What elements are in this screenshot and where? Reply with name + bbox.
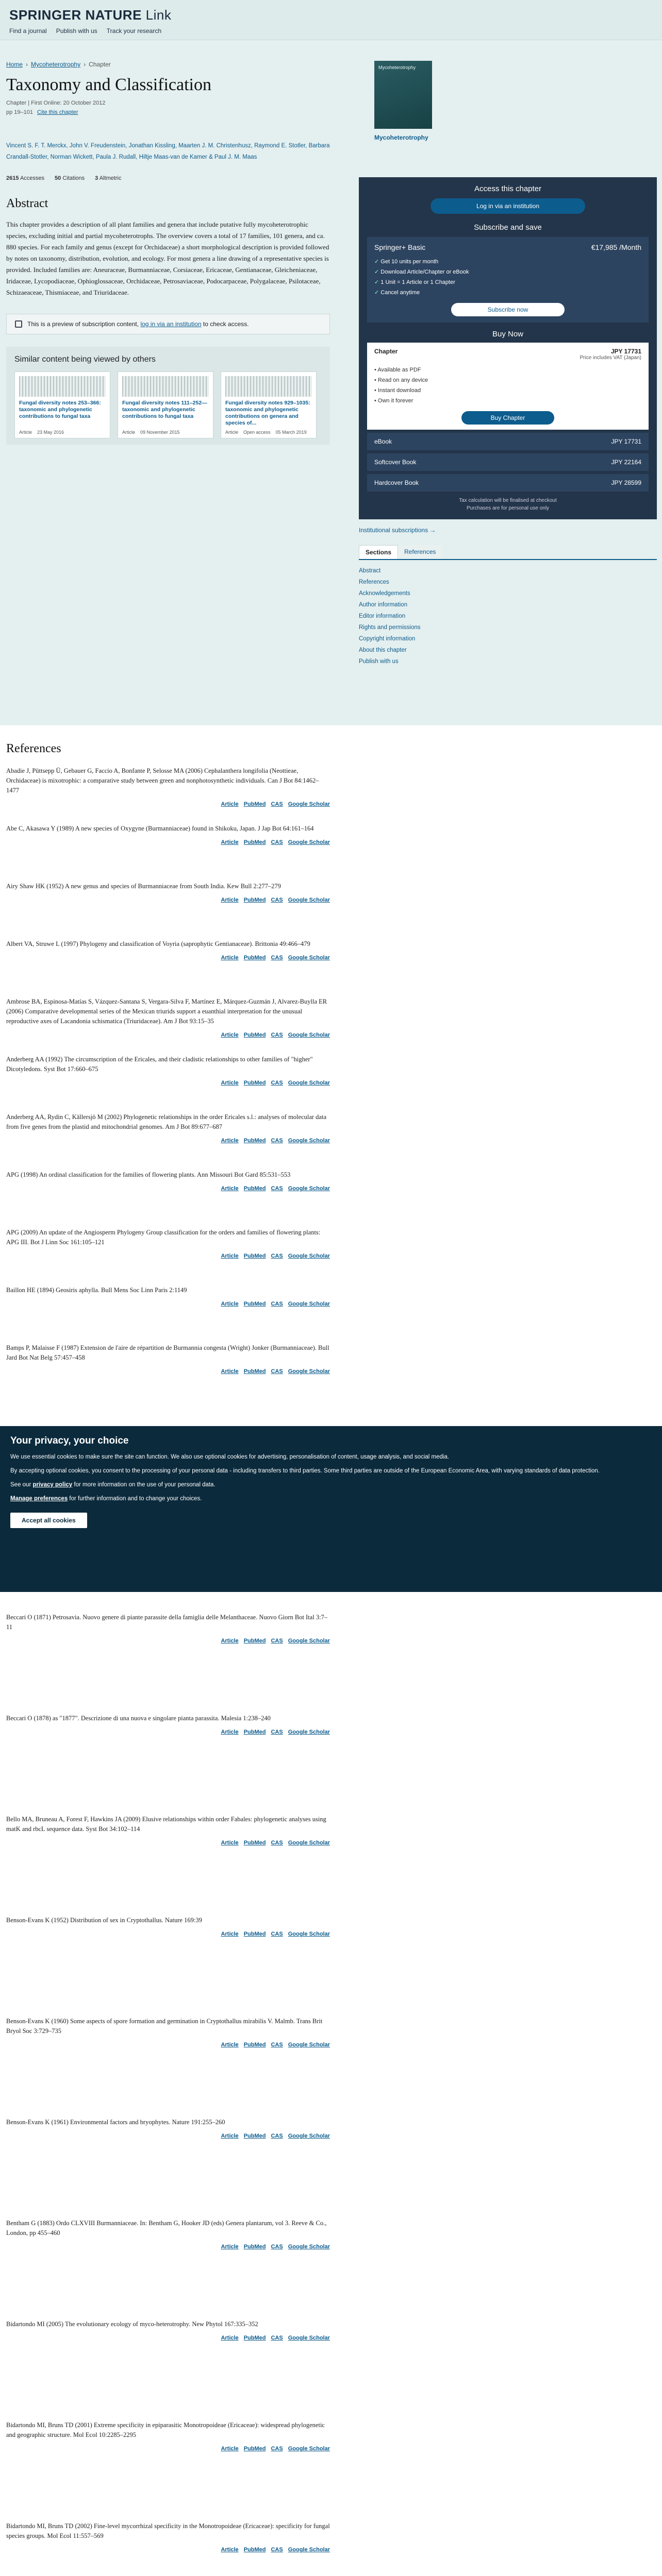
google-scholar-link[interactable]: Google Scholar [288,1931,330,1937]
google-scholar-link[interactable]: Google Scholar [288,2244,330,2250]
pubmed-link[interactable]: PubMed [243,1931,266,1937]
google-scholar-link[interactable]: Google Scholar [288,2042,330,2048]
article-link[interactable]: Article [221,839,239,845]
cas-link[interactable]: CAS [271,1253,283,1259]
reference-text: Bamps P, Malaisse F (1987) Extension de l'aire de répartition de Burmannia congesta (Wright) Jonker (Burmanniaceae). Bull Jard Bot Nat Belg 57:457–458 [6,1344,329,1361]
book-cover[interactable]: Mycoheterotrophy [374,61,432,129]
reference-item [6,2117,330,2218]
similar-card[interactable]: Fungal diversity notes 111–252—taxonomic and phylogenetic contributions to fungal taxa Article 09 November 2015 [118,371,213,438]
reference-item [6,824,330,882]
reference-item [6,1343,330,1401]
article-link[interactable]: Article [221,2042,239,2048]
card-thumbnail [19,376,106,397]
pubmed-link[interactable]: PubMed [243,1253,266,1259]
section-item[interactable]: Publish with us [359,658,399,665]
institutional-subscriptions-link[interactable]: Institutional subscriptions → [359,527,436,534]
cas-link[interactable]: CAS [271,1301,283,1307]
sidebar [359,61,657,667]
article-link[interactable]: Article [221,897,239,903]
reference-links [6,1136,330,1146]
google-scholar-link[interactable]: Google Scholar [288,1840,330,1846]
access-panel [359,177,657,519]
reference-links [6,1727,330,1737]
section-item[interactable]: References [359,579,389,585]
subscribe-button[interactable]: Subscribe now [451,303,565,316]
pubmed-link[interactable]: PubMed [243,2244,266,2250]
pubmed-link[interactable]: PubMed [243,897,266,903]
springer-logo[interactable] [9,7,653,23]
pubmed-link[interactable]: PubMed [243,1840,266,1846]
reference-links [6,895,330,905]
reference-links [6,2040,330,2050]
card-thumbnail [122,376,209,397]
reference-text: Abe C, Akasawa Y (1989) A new species of Oxygyne (Burmanniaceae) found in Shikoku, Japan. J Jap Bot 64:161–164 [6,825,314,832]
institution-login-link[interactable]: log in via an institution [140,320,202,328]
pubmed-link[interactable]: PubMed [243,801,266,807]
reference-text: Bidartondo MI, Bruns TD (2002) Fine-level mycorrhizal specificity in the Monotropoideae (Ericaceae): specificity for fungal species groups. Mol Ecol 11:557–569 [6,2522,330,2539]
cas-link[interactable]: CAS [271,801,283,807]
reference-links [6,1251,330,1261]
cookie-title: Your privacy, your choice [10,1435,129,1446]
reference-item [6,2218,330,2319]
section-item[interactable]: Abstract [359,568,381,574]
article-link[interactable]: Article [221,1080,239,1086]
reference-text: Anderberg AA (1992) The circumscription of the Ericales, and their cladistic relationships to other families of "higher" Dicotyledons. Syst Bot 17:660–675 [6,1056,313,1073]
reference-text: Bentham G (1883) Ordo CLXVIII Burmanniaceae. In: Bentham G, Hooker JD (eds) Genera plantarum, vol 3. Reeve & Co., London, pp 455–460 [6,2219,327,2236]
article-link[interactable]: Article [221,1368,239,1375]
sidebar-tabs [359,545,657,560]
cas-link[interactable]: CAS [271,1840,283,1846]
article-link[interactable]: Article [221,1638,239,1644]
lock-icon [15,320,22,328]
article-link[interactable]: Article [221,1253,239,1259]
pubmed-link[interactable]: PubMed [243,2133,266,2139]
google-scholar-link[interactable]: Google Scholar [288,1729,330,1735]
similar-card[interactable]: Fungal diversity notes 929–1035: taxonomic and phylogenetic contributions on genera and species of... Article Open access 05 March 2019 [221,371,317,438]
cas-link[interactable]: CAS [271,2547,283,2553]
nav-publish[interactable]: Publish with us [56,27,97,35]
reference-item [6,1285,330,1343]
reference-links [6,838,330,848]
pubmed-link[interactable]: PubMed [243,2042,266,2048]
accept-cookies-button[interactable]: Accept all cookies [10,1513,87,1528]
google-scholar-link[interactable]: Google Scholar [288,955,330,961]
cas-link[interactable]: CAS [271,1368,283,1375]
reference-item [6,1613,330,1714]
article-link[interactable]: Article [221,1729,239,1735]
reference-links [6,1299,330,1309]
reference-links [6,953,330,963]
author-list[interactable]: Vincent S. F. T. Merckx, John V. Freudenstein, Jonathan Kissling, Maarten J. M. Christenhusz, Raymond E. Stotler, Barbara Crandall-Stotler, Norman Wickett, Paula J. Rudall, Hiltje Maas-van de Kamer & Paul J. M. Maas [6,143,330,160]
reference-item [6,1228,330,1285]
pubmed-link[interactable]: PubMed [243,1729,266,1735]
cas-link[interactable]: CAS [271,1638,283,1644]
reference-links [6,800,330,809]
cookie-text: By accepting optional cookies, you consent to the processing of your personal data - including transfers to third parties. Some third parties are outside of the European Economic Area, with varying standards of data protection. [10,1468,600,1474]
breadcrumb-book[interactable]: Mycoheterotrophy [31,61,81,68]
google-scholar-link[interactable]: Google Scholar [288,2547,330,2553]
altmetric-metric[interactable]: 3 Altmetric [95,175,122,181]
section-list [359,565,657,667]
metrics [6,175,330,181]
reference-item [6,1815,330,1916]
reference-item [6,997,330,1055]
reference-links [6,1078,330,1088]
reference-item [6,2521,330,2576]
abstract-heading: Abstract [6,197,48,210]
reference-text: APG (2009) An update of the Angiosperm Phylogeny Group classification for the orders and families of flowering plants: APG III. Bot J Linn Soc 161:105–121 [6,1229,321,1246]
section-item[interactable]: Rights and permissions [359,624,421,631]
reference-text: Beccari O (1878) as "1877". Descrizione di una nuova e singolare pianta parassita. Malesia 1:238–240 [6,1715,271,1722]
article-link[interactable]: Article [221,801,239,807]
google-scholar-link[interactable]: Google Scholar [288,2446,330,2452]
cas-link[interactable]: CAS [271,2446,283,2452]
google-scholar-link[interactable]: Google Scholar [288,839,330,845]
reference-links [6,1838,330,1848]
google-scholar-link[interactable]: Google Scholar [288,801,330,807]
pubmed-link[interactable]: PubMed [243,2335,266,2341]
buy-now-heading: Buy Now [492,330,524,338]
pubmed-link[interactable]: PubMed [243,1032,266,1038]
article-link[interactable]: Article [221,1931,239,1937]
google-scholar-link[interactable]: Google Scholar [288,2335,330,2341]
subscription-plan: Springer+ Basic €17,985 /Month ✓ Get 10 units per month ✓ Download Article/Chapter or eBook ✓ 1 Unit = 1 Article or 1 Chapter ✓ Cancel anytime Subscribe now [367,237,649,323]
reference-item [6,1714,330,1815]
google-scholar-link[interactable]: Google Scholar [288,1368,330,1375]
page-range: pp 19–101 Cite this chapter [6,109,78,115]
cas-link[interactable]: CAS [271,955,283,961]
pubmed-link[interactable]: PubMed [243,1368,266,1375]
article-link[interactable]: Article [221,955,239,961]
reference-item [6,882,330,939]
article-link[interactable]: Article [221,2547,239,2553]
article-link[interactable]: Article [221,2335,239,2341]
pubmed-link[interactable]: PubMed [243,955,266,961]
pubmed-link[interactable]: PubMed [243,839,266,845]
breadcrumb-home[interactable]: Home [6,61,23,68]
chapter-meta: Chapter | First Online: 20 October 2012 [6,100,106,106]
subscription-preview-notice: This is a preview of subscription content, log in via an institution to check access. [6,314,330,334]
cookie-banner: Your privacy, your choice We use essential cookies to make sure the site can function. We also use optional cookies for advertising, personalisation of content, usage analysis, and social media. By accepting optional cookies, you consent to the processing of your personal data - including transfers to third parties. Some third parties are outside of the European Economic Area, with varying standards of data protection. See our privacy policy for more information on the use of your personal data. Manage preferences for further information and to change your choices. Accept all cookies [0,1426,662,1592]
article-link[interactable]: Article [221,2244,239,2250]
institution-login-button[interactable]: Log in via an institution [431,198,585,214]
reference-text: Abadie J, Püttsepp Ü, Gebauer G, Faccio A, Bonfante P, Selosse MA (2006) Cephalanthera longifolia (Neottieae, Orchidaceae) is mixotrophic: a comparative study between green and nonphotosynthetic individuals. Can J Bot 84:1462–1477 [6,767,319,794]
pubmed-link[interactable]: PubMed [243,1138,266,1144]
pubmed-link[interactable]: PubMed [243,1185,266,1192]
ebook-option[interactable]: eBook JPY 17731 [367,433,649,450]
brand-suffix: Link [145,7,172,23]
cas-link[interactable]: CAS [271,1080,283,1086]
references-continued [6,1613,330,2576]
pubmed-link[interactable]: PubMed [243,1301,266,1307]
reference-item [6,1055,330,1112]
cas-link[interactable]: CAS [271,2244,283,2250]
reference-item [6,2016,330,2117]
article-link[interactable]: Article [221,1138,239,1144]
tab-sections[interactable]: Sections [359,545,398,559]
article-link[interactable]: Article [221,1032,239,1038]
cas-link[interactable]: CAS [271,1931,283,1937]
abstract-text: This chapter provides a description of all plant families and genera that include putative fully mycoheterotrophic species, excluding initial and partial mycoheterotrophs. The overview covers a total of 17 families, 101 genera, and ca. 880 species. For each family and genus (except for Orchidaceae) a short morphological description is provided followed by notes on taxonomy, distribution, evolution, and ecology. For most genera a line drawing of a representative species is provided. Included families are: Aneuraceae, Burmanniaceae, Corsiaceae, Ericaceae, Gentianaceae, Gleicheniaceae, Iridaceae, Lycopodiaceae, Ophioglossaceae, Orchidaceae, Petrosaviaceae, Podocarpaceae, Polygalaceae, Psilotaceae, Schizaeaceae, Thismiaceae, and Triuridaceae. [6,221,329,296]
google-scholar-link[interactable]: Google Scholar [288,1080,330,1086]
tax-note: Tax calculation will be finalised at checkout Purchases are for personal use only [459,498,557,511]
main-content [6,61,330,445]
pubmed-link[interactable]: PubMed [243,1638,266,1644]
reference-text: Bidartondo MI (2005) The evolutionary ecology of myco-heterotrophy. New Phytol 167:335–352 [6,2320,258,2328]
similar-content [6,347,330,445]
reference-item [6,2319,330,2420]
cas-link[interactable]: CAS [271,2042,283,2048]
breadcrumb-chapter: Chapter [89,61,111,68]
nav-find-journal[interactable]: Find a journal [9,27,47,35]
cas-link[interactable]: CAS [271,2133,283,2139]
google-scholar-link[interactable]: Google Scholar [288,1301,330,1307]
reference-links [6,1030,330,1040]
reference-links [6,1929,330,1939]
subscribe-heading: Subscribe and save [474,223,542,232]
reference-text: Benson-Evans K (1960) Some aspects of spore formation and germination in Cryptothallus mirabilis V. Malmb. Trans Brit Bryol Soc 3:729–735 [6,2018,323,2035]
top-bar [0,0,662,40]
google-scholar-link[interactable]: Google Scholar [288,1138,330,1144]
reference-item [6,939,330,997]
cas-link[interactable]: CAS [271,1032,283,1038]
reference-links [6,2242,330,2252]
accesses-metric: 2615 Accesses [6,175,45,181]
reference-text: Benson-Evans K (1952) Distribution of sex in Cryptothallus. Nature 169:39 [6,1917,202,1924]
brand-name: SPRINGER NATURE [9,7,142,23]
top-nav [9,27,653,35]
reference-links [6,1636,330,1646]
references-section [6,742,330,1401]
reference-text: Benson-Evans K (1961) Environmental factors and bryophytes. Nature 191:255–260 [6,2119,225,2126]
pubmed-link[interactable]: PubMed [243,1080,266,1086]
reference-item [6,2420,330,2521]
google-scholar-link[interactable]: Google Scholar [288,1032,330,1038]
pubmed-link[interactable]: PubMed [243,2547,266,2553]
section-item[interactable]: Author information [359,602,407,608]
reference-item [6,1916,330,2016]
cas-link[interactable]: CAS [271,839,283,845]
google-scholar-link[interactable]: Google Scholar [288,897,330,903]
cas-link[interactable]: CAS [271,1138,283,1144]
article-link[interactable]: Article [221,1840,239,1846]
reference-text: Airy Shaw HK (1952) A new genus and species of Burmanniaceae from South India. Kew Bull 2:277–279 [6,883,281,890]
google-scholar-link[interactable]: Google Scholar [288,1185,330,1192]
chapter-purchase: Chapter JPY 17731 Price includes VAT (Japan) • Available as PDF • Read on any device • Instant download • Own it forever Buy Chapter [367,343,649,430]
reference-text: APG (1998) An ordinal classification for the families of flowering plants. Ann Missouri Bot Gard 85:531–553 [6,1171,291,1178]
reference-item [6,1112,330,1170]
access-title: Access this chapter [474,184,542,193]
reference-links [6,2333,330,2343]
article-link[interactable]: Article [221,1301,239,1307]
article-link[interactable]: Article [221,2446,239,2452]
cas-link[interactable]: CAS [271,897,283,903]
google-scholar-link[interactable]: Google Scholar [288,2133,330,2139]
reference-links [6,1184,330,1194]
reference-links [6,1367,330,1377]
reference-links [6,2545,330,2555]
reference-text: Anderberg AA, Rydin C, Källersjö M (2002) Phylogenetic relationships in the order Ericales s.l.: analyses of molecular data from five genes from the plastid and mitochondrial genomes. Am J Bot 89:677–687 [6,1113,326,1130]
reference-text: Ambrose BA, Espinosa-Matías S, Vázquez-Santana S, Vergara-Silva F, Martínez E, Márquez-Guzmán J, Alvarez-Buylla ER (2006) Comparative developmental series of the Mexican triurids support a euanthial interpretation for the unusual reproductive axes of Lacandonia schismatica (Triuridaceae). Am J Bot 93:15–35 [6,998,327,1025]
reference-links [6,2444,330,2454]
manage-preferences-link[interactable]: Manage preferences [10,1496,68,1502]
reference-text: Albert VA, Struwe L (1997) Phylogeny and classification of Voyria (saprophytic Gentianaceae). Brittonia 49:466–479 [6,940,310,947]
reference-text: Baillon HE (1894) Geosiris aphylla. Bull Mens Soc Linn Paris 2:1149 [6,1286,187,1294]
cite-link[interactable]: Cite this chapter [37,109,78,115]
reference-item [6,766,330,824]
similar-card[interactable]: Fungal diversity notes 253–366: taxonomic and phylogenetic contributions to fungal taxa Article 23 May 2016 [14,371,110,438]
article-link[interactable]: Article [221,1185,239,1192]
similar-heading: Similar content being viewed by others [14,355,156,364]
reference-text: Beccari O (1871) Petrosavia. Nuovo genere di piante parassite della famiglia delle Melanthaceae. Nuovo Giorn Bot Ital 3:7–11 [6,1614,328,1631]
section-item[interactable]: About this chapter [359,647,407,653]
section-item[interactable]: Acknowledgements [359,590,410,597]
page-title: Taxonomy and Classification [6,75,211,94]
buy-chapter-button[interactable]: Buy Chapter [461,411,554,425]
card-thumbnail [225,376,312,397]
citations-metric[interactable]: 50 Citations [55,175,85,181]
article-link[interactable]: Article [221,2133,239,2139]
cas-link[interactable]: CAS [271,1729,283,1735]
privacy-policy-link[interactable]: privacy policy [32,1482,73,1488]
cas-link[interactable]: CAS [271,2335,283,2341]
breadcrumb: Home › Mycoheterotrophy › Chapter [6,61,111,68]
reference-text: Bidartondo MI, Bruns TD (2001) Extreme specificity in epiparasitic Monotropoideae (Ericaceae): widespread phylogenetic and geographic structure. Mol Ecol 10:2285–2295 [6,2421,325,2438]
tab-references[interactable]: References [398,545,442,559]
reference-links [6,2131,330,2141]
google-scholar-link[interactable]: Google Scholar [288,1638,330,1644]
cookie-text: We use essential cookies to make sure the site can function. We also use optional cookies for advertising, personalisation of content, usage analysis, and social media. [10,1454,450,1460]
hardcover-option[interactable]: Hardcover Book JPY 28599 [367,474,649,492]
section-item[interactable]: Copyright information [359,636,416,642]
softcover-option[interactable]: Softcover Book JPY 22164 [367,453,649,471]
book-title-link[interactable]: Mycoheterotrophy [374,134,428,141]
section-item[interactable]: Editor information [359,613,406,619]
nav-track[interactable]: Track your research [106,27,162,35]
reference-item [6,1170,330,1228]
pubmed-link[interactable]: PubMed [243,2446,266,2452]
references-heading: References [6,742,61,755]
reference-text: Bello MA, Bruneau A, Forest F, Hawkins JA (2009) Elusive relationships within order Fabales: phylogenetic analyses using matK and rbcL sequence data. Syst Bot 34:102–114 [6,1816,326,1833]
google-scholar-link[interactable]: Google Scholar [288,1253,330,1259]
cas-link[interactable]: CAS [271,1185,283,1192]
